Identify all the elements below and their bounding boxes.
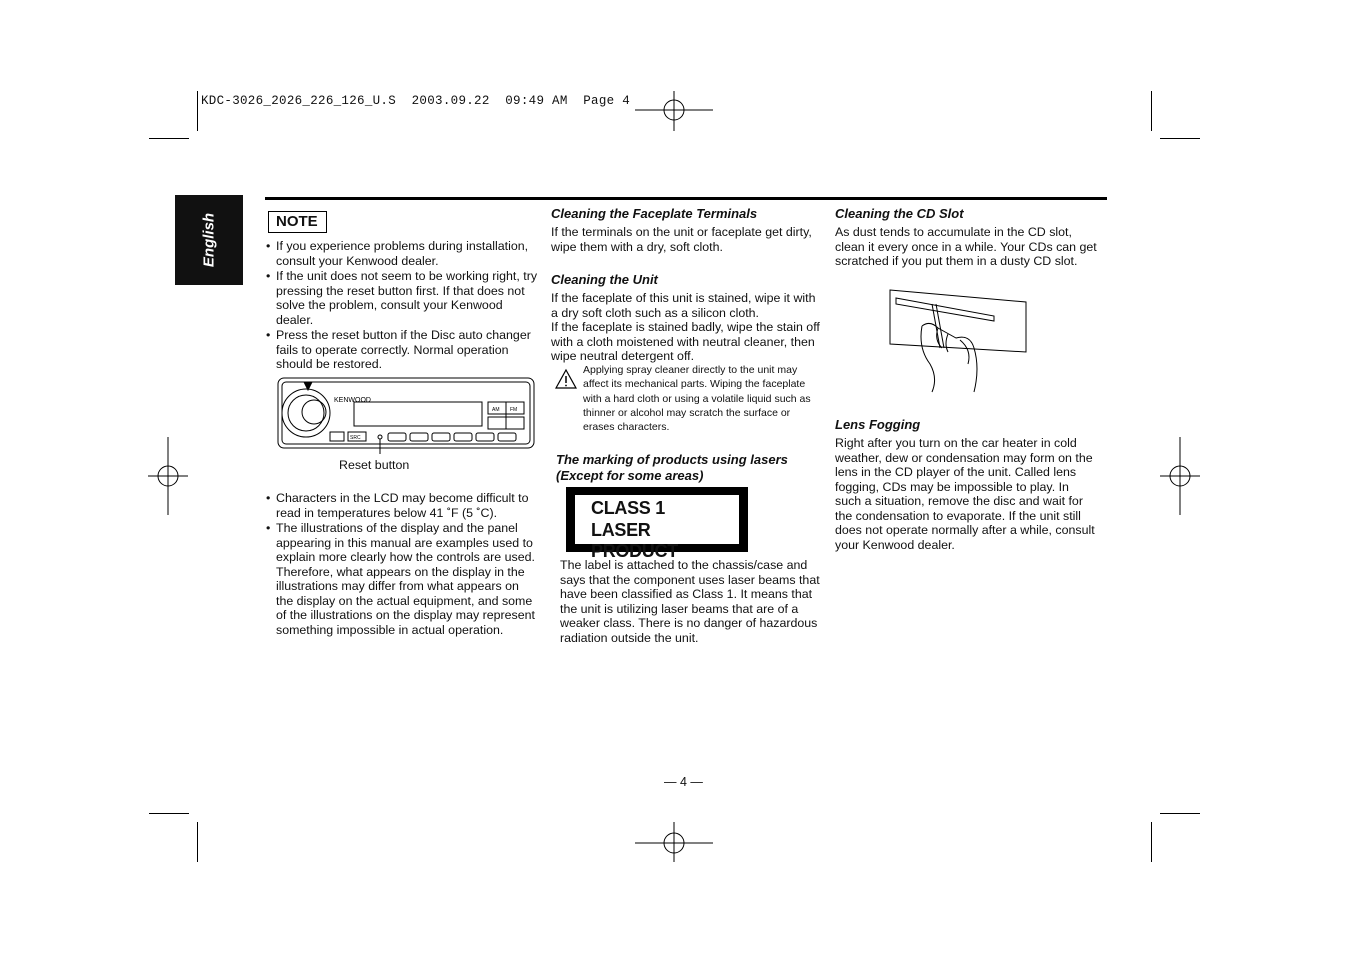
header-rule [265, 197, 1107, 200]
faceplate-heading: Cleaning the Faceplate Terminals [551, 206, 758, 221]
laser-label [566, 487, 748, 561]
note-bullets-bottom [266, 491, 538, 638]
print-slug: KDC-3026_2026_226_126_U.S 2003.09.22 09:49 AM Page 4 [201, 94, 631, 108]
list-item: • Characters in the LCD may become difficult to read in temperatures below 41 ˚F (5 ˚C). [266, 491, 538, 520]
unit-heading: Cleaning the Unit [551, 272, 658, 287]
unit-body-1: If the faceplate of this unit is stained, wipe it with a dry soft cloth such as a silicon cloth. [551, 291, 816, 320]
laser-label-class: CLASS 1 [591, 498, 665, 518]
page-number: — 4 — [664, 775, 703, 789]
unit-body-2: If the faceplate is stained badly, wipe the stain off with a cloth moistened with neutral cleaner, then wipe neutral detergent off. [551, 320, 820, 363]
language-tab [175, 195, 243, 285]
laser-body: The label is attached to the chassis/case and says that the component uses laser beams that have been classified as Class 1. It means that the unit is utilizing laser beams that are of a weaker class. There is no danger of hazardous radiation outside the unit. [560, 558, 820, 645]
list-item: • If you experience problems during installation, consult your Kenwood dealer. [266, 239, 538, 268]
fog-body: Right after you turn on the car heater in cold weather, dew or condensation may form on the lens in the CD player of the unit. Called lens fogging, CDs may be impossible to play. In such a situation, remove the disc and wait for the condensation to evaporate. If the unit still does not operate normally after a while, consult your Kenwood dealer. [835, 436, 1095, 552]
note-bullets-top [266, 239, 538, 373]
caution-text: Applying spray cleaner directly to the unit may affect its mechanical parts. Wiping the faceplate with a hard cloth or using a volatile liquid such as thinner or alcohol may scratch the surface or erases characters. [583, 364, 811, 434]
reset-button-caption: Reset button [339, 458, 410, 472]
language-tab-label: English [200, 212, 218, 268]
laser-heading: The marking of products using lasers [556, 452, 788, 467]
device-fm-label: FM [510, 407, 518, 413]
laser-label-product: LASER PRODUCT [591, 520, 678, 561]
car-stereo-illustration [276, 376, 538, 454]
note-label: NOTE [276, 213, 318, 230]
cdslot-body: As dust tends to accumulate in the CD slot, clean it every once in a while. Your CDs can get scratched if you put them in a dusty CD slot. [835, 225, 1097, 268]
device-src-label: SRC [350, 435, 361, 441]
laser-subheading: (Except for some areas) [556, 468, 704, 483]
device-am-label: AM [492, 407, 500, 413]
list-item: • Press the reset button if the Disc auto changer fails to operate correctly. Normal operation should be restored. [266, 328, 538, 372]
list-item: • The illustrations of the display and the panel appearing in this manual are examples used to explain more clearly how the controls are used. Therefore, what appears on the display in the illustrations may differ from what appears on the display on the actual equipment, and some of the illustrations on the display may represent something impossible in actual operation. [266, 521, 538, 637]
list-item: • If the unit does not seem to be working right, try pressing the reset button first. If that does not solve the problem, consult your Kenwood dealer. [266, 269, 538, 327]
warning-icon [555, 368, 577, 390]
fog-heading: Lens Fogging [835, 417, 921, 432]
cdslot-heading: Cleaning the CD Slot [835, 206, 964, 221]
cd-slot-cleaning-illustration [886, 288, 1030, 394]
note-badge [268, 211, 327, 233]
device-brand: KENWOOD [334, 397, 371, 404]
faceplate-body: If the terminals on the unit or faceplate get dirty, wipe them with a dry, soft cloth. [551, 225, 812, 254]
